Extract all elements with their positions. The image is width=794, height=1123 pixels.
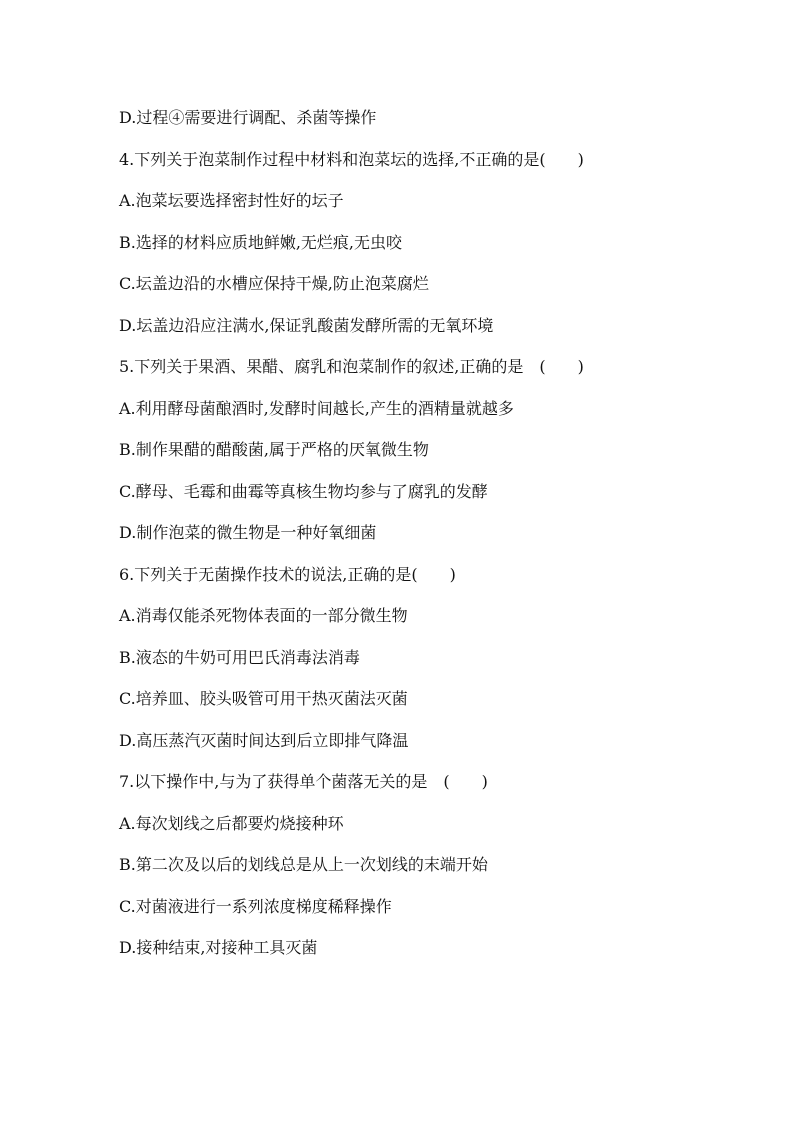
option-7b: B.第二次及以后的划线总是从上一次划线的末端开始 (119, 855, 488, 874)
question-6: 6.下列关于无菌操作技术的说法,正确的是( ) (119, 565, 456, 584)
option-5b: B.制作果醋的醋酸菌,属于严格的厌氧微生物 (119, 440, 429, 459)
option-6d: D.高压蒸汽灭菌时间达到后立即排气降温 (119, 731, 409, 750)
option-6c: C.培养皿、胶头吸管可用干热灭菌法灭菌 (119, 689, 408, 708)
option-6b: B.液态的牛奶可用巴氏消毒法消毒 (119, 648, 360, 667)
question-7: 7.以下操作中,与为了获得单个菌落无关的是 ( ) (119, 772, 488, 791)
question-4: 4.下列关于泡菜制作过程中材料和泡菜坛的选择,不正确的是( ) (119, 150, 584, 169)
option-3d: D.过程④需要进行调配、杀菌等操作 (119, 108, 377, 127)
option-4c: C.坛盖边沿的水槽应保持干燥,防止泡菜腐烂 (119, 274, 429, 293)
option-5a: A.利用酵母菌酿酒时,发酵时间越长,产生的酒精量就越多 (119, 399, 514, 418)
option-5c: C.酵母、毛霉和曲霉等真核生物均参与了腐乳的发酵 (119, 482, 488, 501)
option-7d: D.接种结束,对接种工具灭菌 (119, 938, 318, 957)
option-4d: D.坛盖边沿应注满水,保证乳酸菌发酵所需的无氧环境 (119, 316, 494, 335)
question-5: 5.下列关于果酒、果醋、腐乳和泡菜制作的叙述,正确的是 ( ) (119, 357, 584, 376)
option-4b: B.选择的材料应质地鲜嫩,无烂痕,无虫咬 (119, 233, 403, 252)
option-4a: A.泡菜坛要选择密封性好的坛子 (119, 191, 344, 210)
option-5d: D.制作泡菜的微生物是一种好氧细菌 (119, 523, 377, 542)
option-7c: C.对菌液进行一系列浓度梯度稀释操作 (119, 897, 392, 916)
option-7a: A.每次划线之后都要灼烧接种环 (119, 814, 344, 833)
option-6a: A.消毒仅能杀死物体表面的一部分微生物 (119, 606, 408, 625)
